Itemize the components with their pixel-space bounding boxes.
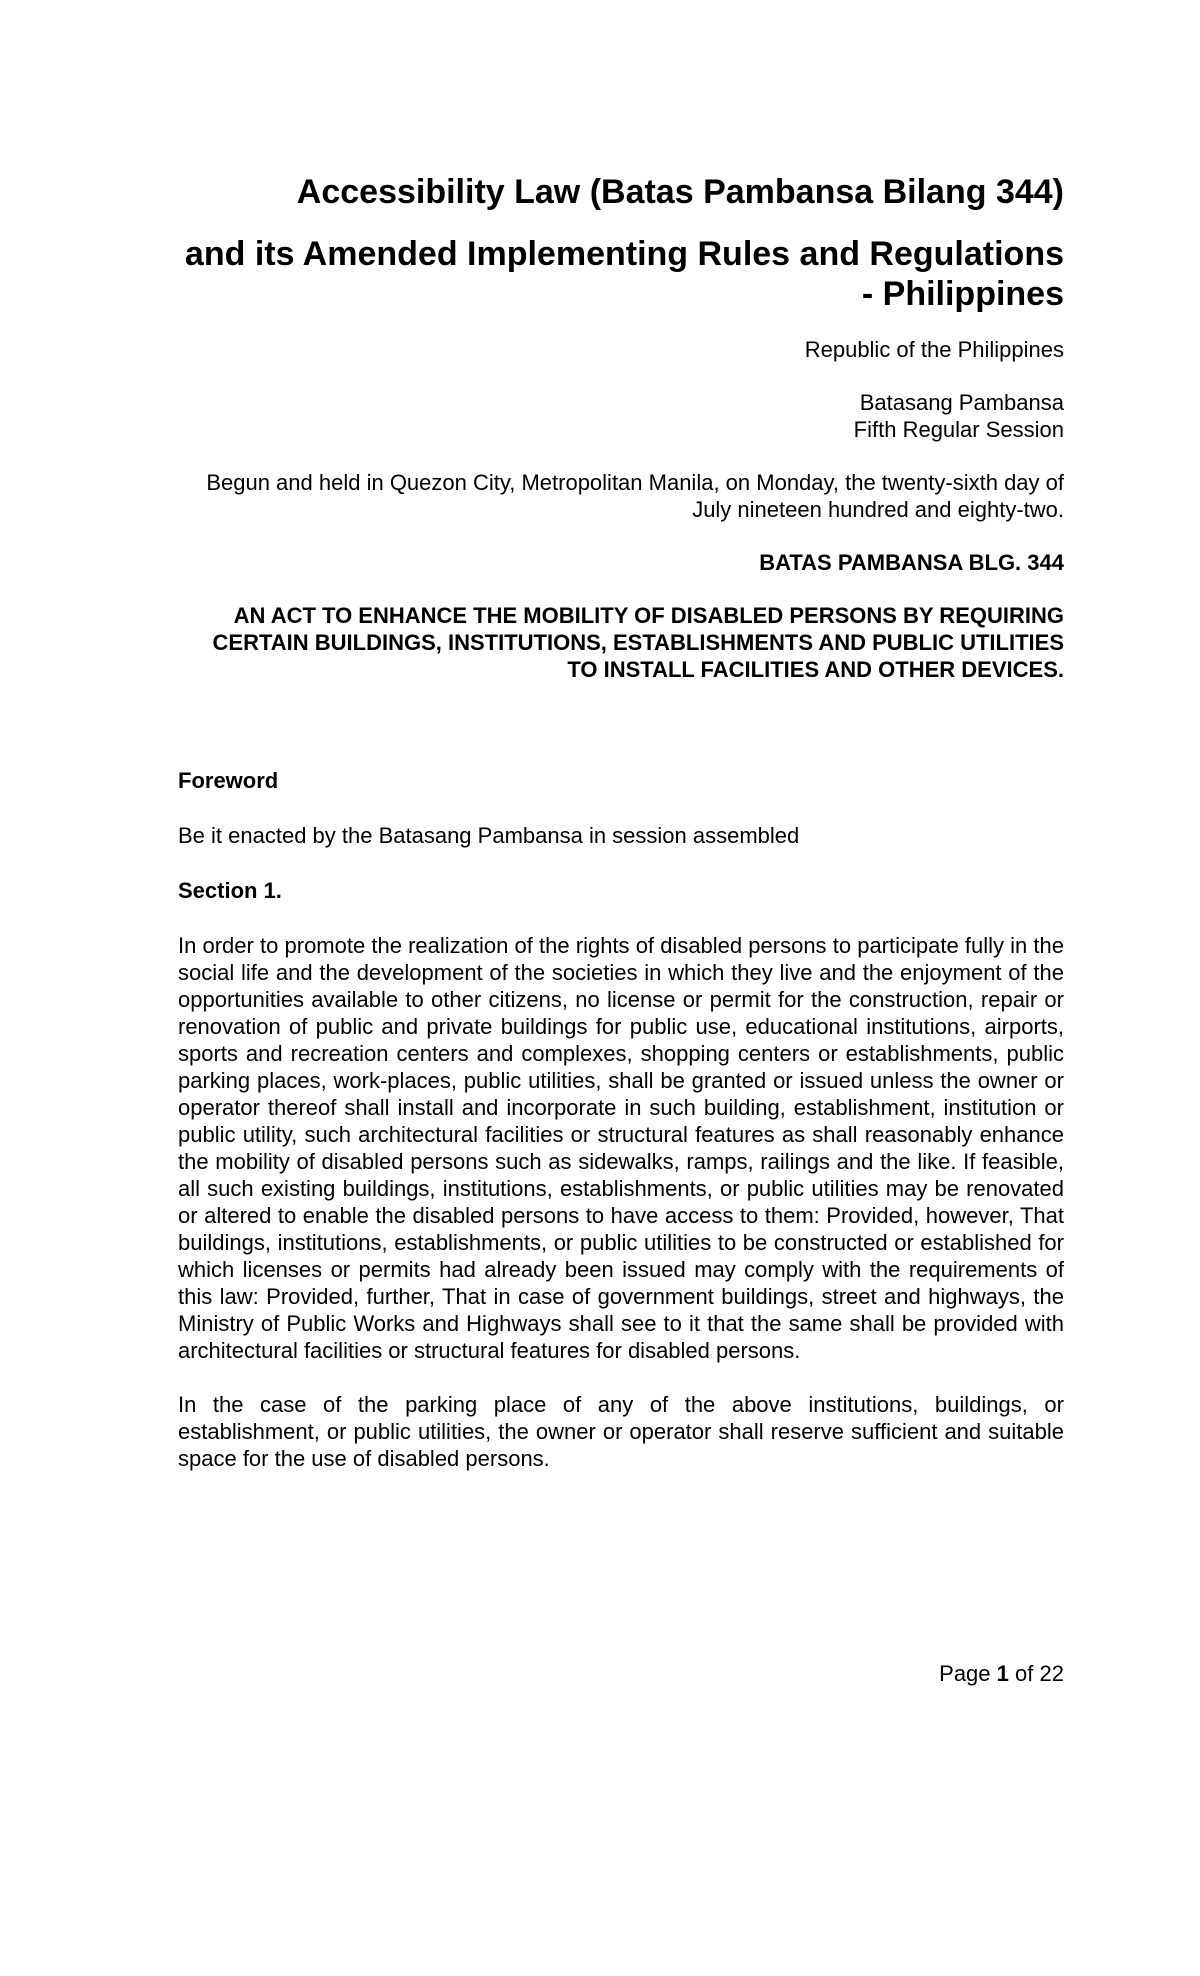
current-page-number: 1 <box>996 1661 1009 1686</box>
document-title-line-2: and its Amended Implementing Rules and Regulations - Philippines <box>184 235 1064 313</box>
assembly-block <box>178 389 1064 443</box>
act-title: AN ACT TO ENHANCE THE MOBILITY OF DISABLED PERSONS BY REQUIRING CERTAIN BUILDINGS, INSTITUTIONS, ESTABLISHMENTS AND PUBLIC UTILITIES TO INSTALL FACILITIES AND OTHER DEVICES. <box>212 603 1064 682</box>
page-label: Page <box>939 1661 991 1686</box>
session-date-text: Begun and held in Quezon City, Metropolitan Manila, on Monday, the twenty-sixth day of July nineteen hundred and eighty-two. <box>206 470 1064 522</box>
header-block <box>178 336 1064 523</box>
page-footer <box>939 1660 1064 1687</box>
page-of-label: of <box>1015 1661 1034 1686</box>
section-1-paragraph-2: In the case of the parking place of any of the above institutions, buildings, or establishment, or public utilities, the owner or operator shall reserve sufficient and suitable space for the use of disabled persons. <box>178 1392 1064 1471</box>
law-number: BATAS PAMBANSA BLG. 344 <box>759 550 1064 575</box>
assembly-line-2: Fifth Regular Session <box>853 417 1064 442</box>
section-1-heading: Section 1. <box>178 878 282 903</box>
total-pages: 22 <box>1039 1661 1064 1686</box>
enacting-clause: Be it enacted by the Batasang Pambansa in session assembled <box>178 823 800 848</box>
document-title-line-1: Accessibility Law (Batas Pambansa Bilang 344) <box>296 173 1064 211</box>
section-1-paragraph-1: In order to promote the realization of the rights of disabled persons to participate fully in the social life and the development of the societies in which they live and the enjoyment of the opportunities available to other citizens, no license or permit for the construction, repair or renovation of public and private buildings for public use, educational institutions, airports, sports and recreation centers and complexes, shopping centers or establishments, public parking places, work-places, public utilities, shall be granted or issued unless the owner or operator thereof shall install and incorporate in such building, establishment, institution or public utility, such architectural facilities or structural features as shall reasonably enhance the mobility of disabled persons such as sidewalks, ramps, railings and the like. If feasible, all such existing buildings, institutions, establishments, or public utilities may be renovated or altered to enable the disabled persons to have access to them: Provided, however, That buildings, institutions, establishments, or public utilities to be constructed or established for which licenses or permits had already been issued may comply with the requirements of this law: Provided, further, That in case of government buildings, street and highways, the Ministry of Public Works and Highways shall see to it that the same shall be provided with architectural facilities or structural features for disabled persons. <box>178 933 1064 1363</box>
republic-line: Republic of the Philippines <box>804 337 1064 362</box>
page-content <box>178 172 1064 1499</box>
assembly-line-1: Batasang Pambansa <box>859 390 1064 415</box>
foreword-heading: Foreword <box>178 768 279 793</box>
